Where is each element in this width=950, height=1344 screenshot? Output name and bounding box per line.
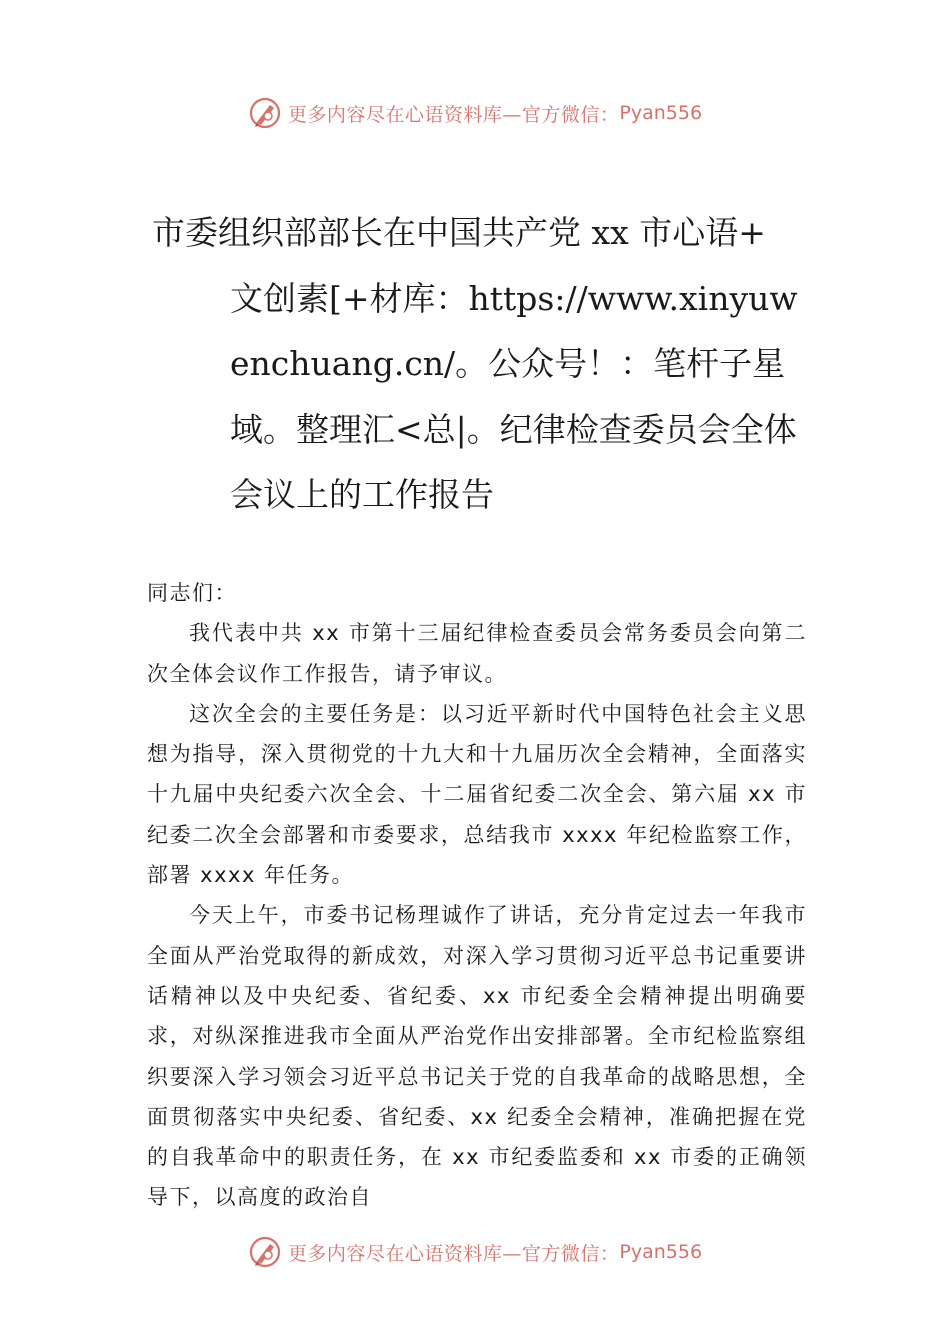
banner-text: 更多内容尽在心语资料库—官方微信： (287, 1242, 620, 1265)
salutation: 同志们： (147, 581, 237, 605)
pen-logo-icon (248, 1235, 282, 1269)
pen-logo-icon (248, 96, 282, 130)
document-body (147, 573, 807, 1218)
banner-wechat-id: Pyan556 (619, 102, 703, 124)
document-title (152, 200, 812, 528)
footer-watermark-banner (0, 1232, 950, 1272)
banner-text: 更多内容尽在心语资料库—官方微信： (287, 103, 620, 126)
title-line-1: 市委组织部部长在中国共产党 xx 市心语+ (152, 213, 766, 252)
title-continuation: 文创素[+材库：https://www.xinyuwenchuang.cn/。公众号！：笔杆子星域。整理汇<总|。纪律检查委员会全体会议上的工作报告 (230, 278, 798, 514)
paragraph: 这次全会的主要任务是：以习近平新时代中国特色社会主义思想为指导，深入贯彻党的十九大和十九届历次全会精神，全面落实十九届中央纪委六次全会、十二届省纪委二次全会、第六届 xx 市纪委二次全会部署和市委要求，总结我市 xxxx 年纪检监察工作，部署 xxxx 年任务。 (147, 701, 807, 888)
paragraph: 我代表中共 xx 市第十三届纪律检查委员会常务委员会向第二次全体会议作工作报告，请予审议。 (147, 621, 807, 686)
header-watermark-banner (0, 93, 950, 133)
paragraph: 今天上午，市委书记杨理诚作了讲话，充分肯定过去一年我市全面从严治党取得的新成效，对深入学习贯彻习近平总书记重要讲话精神以及中央纪委、省纪委、xx 市纪委全会精神提出明确要求，对纵深推进我市全面从严治党作出安排部署。全市纪检监察组织要深入学习领会习近平总书记关于党的自我革命的战略思想，全面贯彻落实中央纪委、省纪委、xx 纪委全会精神，准确把握在党的自我革命中的职责任务，在 xx 市纪委监委和 xx 市委的正确领导下，以高度的政治自 (147, 903, 807, 1210)
banner-wechat-id: Pyan556 (619, 1241, 703, 1263)
